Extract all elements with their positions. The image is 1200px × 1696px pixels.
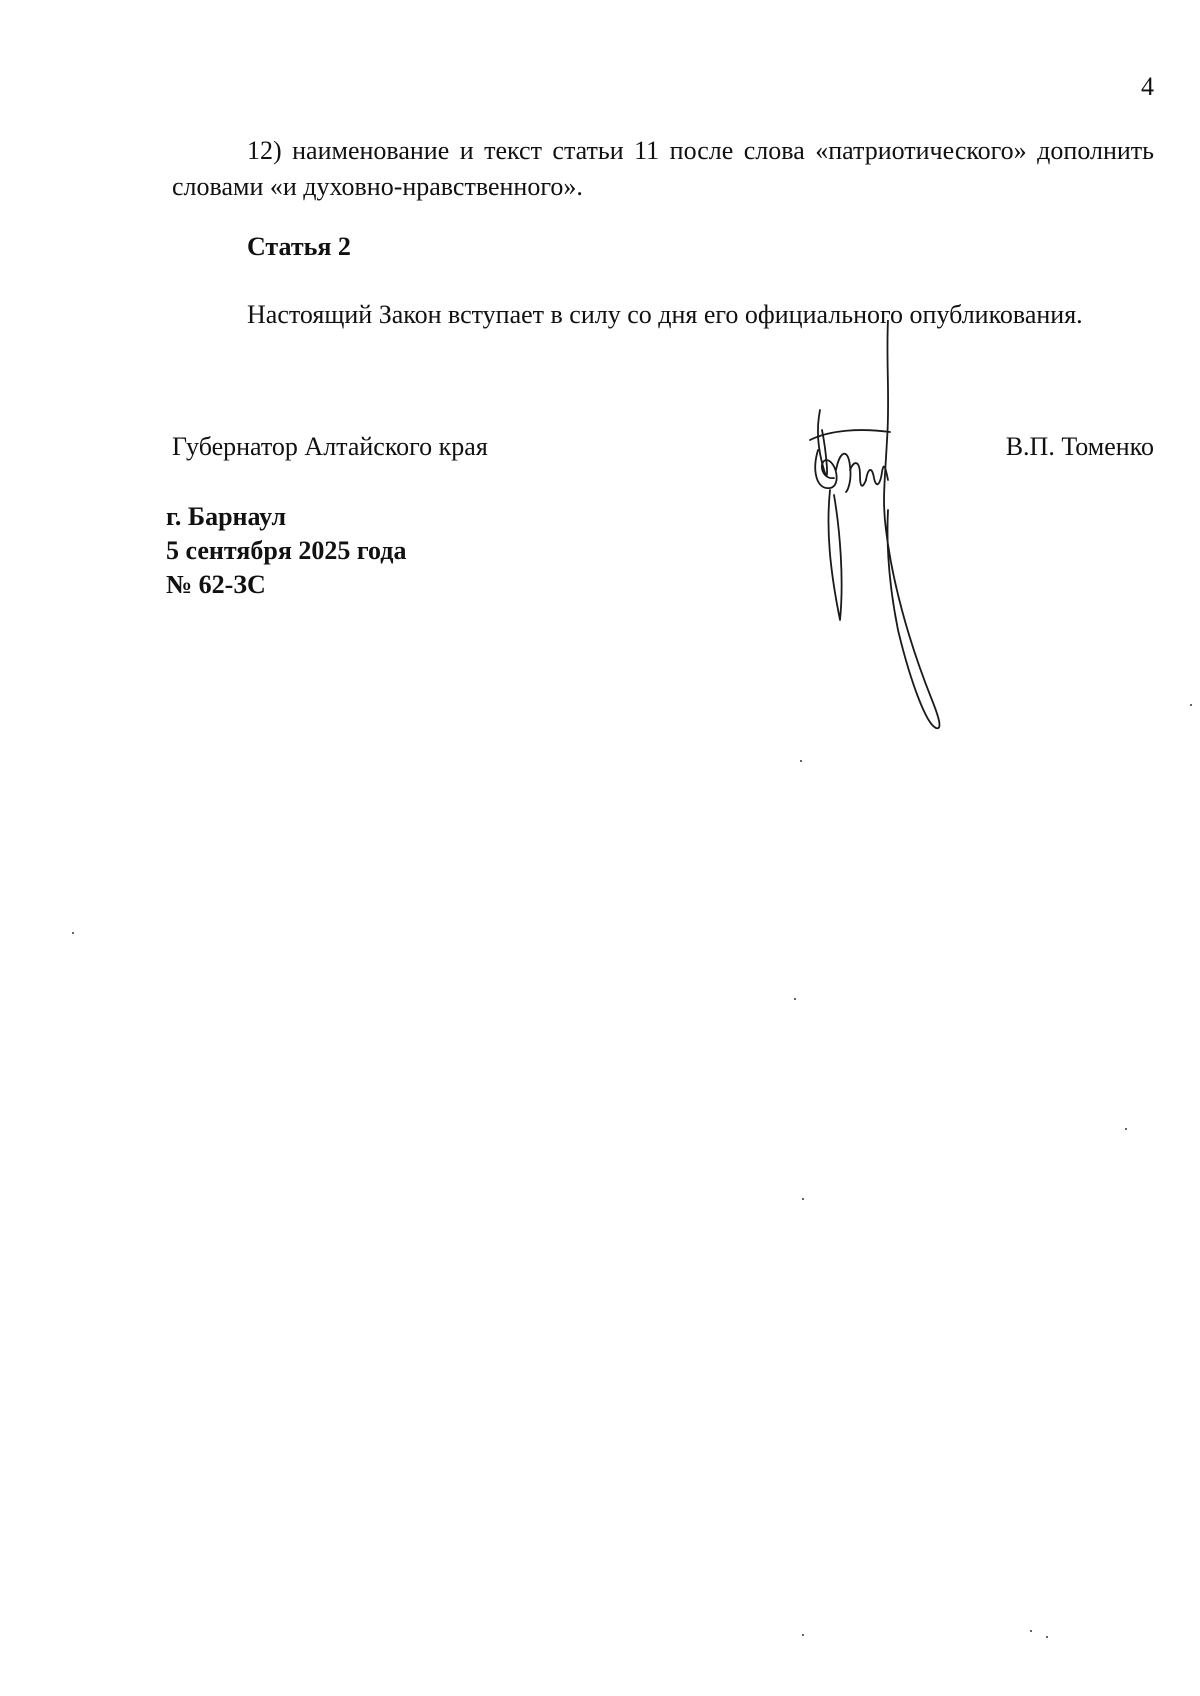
scan-speck [72, 932, 74, 934]
scan-speck [1046, 1636, 1048, 1638]
scan-speck [1190, 704, 1192, 706]
document-meta [166, 500, 406, 602]
scan-speck [800, 760, 802, 762]
handwritten-signature [790, 320, 980, 740]
article-heading: Статья 2 [247, 232, 351, 261]
date: 5 сентября 2025 года [166, 536, 407, 565]
scan-speck [802, 1634, 804, 1636]
scan-speck [802, 1198, 804, 1200]
scan-speck [1125, 1128, 1127, 1130]
scan-speck [1030, 1630, 1032, 1632]
signatory-title: Губернатор Алтайского края [172, 432, 488, 461]
amendment-item-12: 12) наименование и текст статьи 11 после слова «патриотического» дополнить словами «и духовно-нравственного». [172, 136, 1154, 201]
law-number: № 62-ЗС [166, 570, 266, 599]
signatory-name: В.П. Томенко [1005, 432, 1154, 461]
city: г. Барнаул [166, 502, 287, 531]
page-number: 4 [1141, 72, 1154, 101]
scan-speck [794, 998, 796, 1000]
article-body: Настоящий Закон вступает в силу со дня его официального опубликования. [247, 300, 1083, 329]
